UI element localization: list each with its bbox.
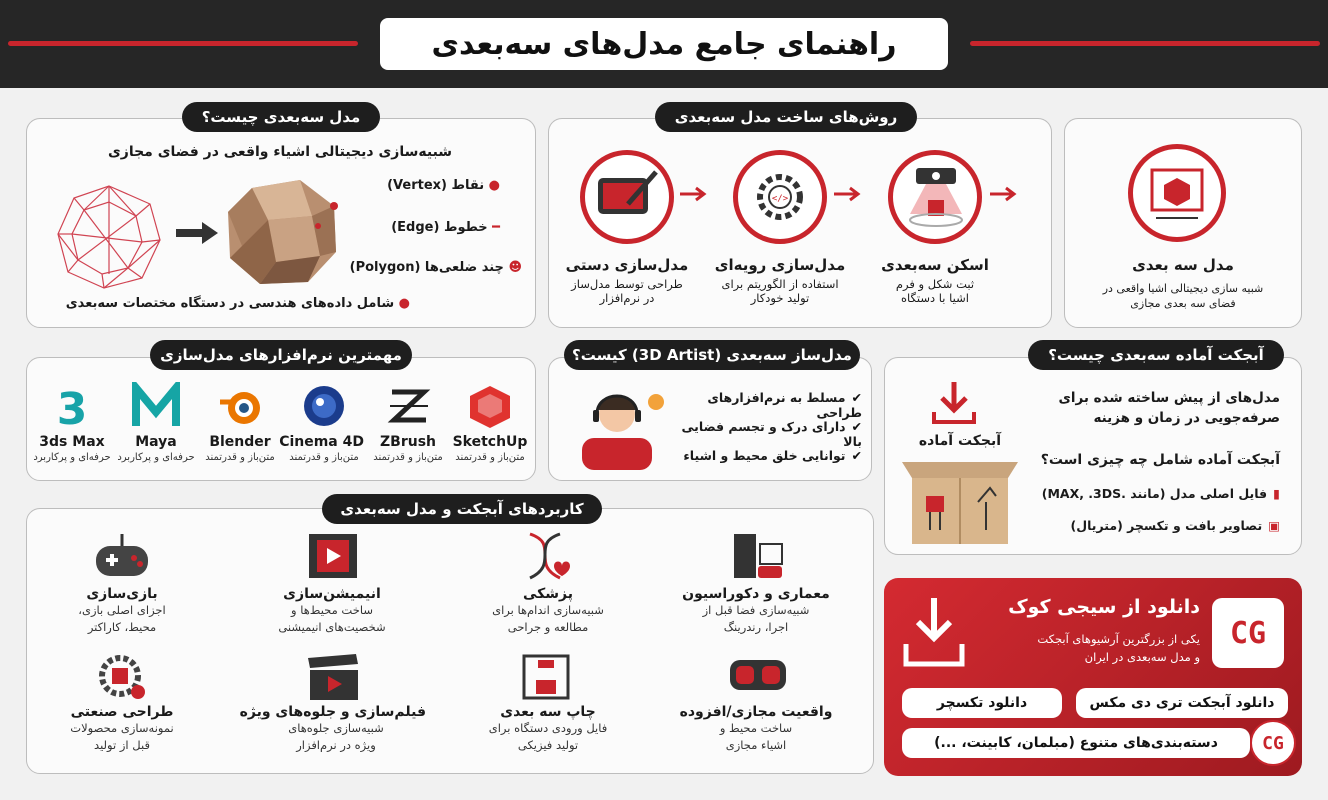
- ready-item-2: ▣تصاویر بافت و تکسچر (متریال): [1070, 518, 1280, 533]
- check-icon: ✔: [851, 390, 862, 405]
- promo-title: دانلود از سیجی کوک: [1008, 596, 1200, 618]
- method-manual-text: مدل‌سازی دستی طراحی توسط مدل‌ساز در نرم‌افزار: [565, 256, 689, 305]
- artist-item-1: ✔مسلط به نرم‌افزارهای طراحی: [707, 390, 862, 420]
- artist-pill: مدل‌ساز سه‌بعدی (3D Artist) کیست؟: [564, 340, 860, 370]
- method-arrow-3-icon: [990, 186, 1020, 202]
- edge-line-icon: ━: [492, 220, 500, 235]
- app-film: فیلم‌سازی و جلوه‌های ویژه شبیه‌سازی جلوه‌های ویژه در نرم‌افزار: [239, 704, 426, 752]
- apps-pill: کاربردهای آبجکت و مدل سه‌بعدی: [322, 494, 602, 524]
- method-scan-text: اسکن سه‌بعدی ثبت شکل و فرم اشیا با دستگاه: [881, 256, 989, 305]
- software-pill: مهمترین نرم‌افزارهای مدل‌سازی: [150, 340, 412, 370]
- download-arrow-icon: [930, 378, 978, 428]
- cgcook-badge-icon: CG: [1250, 720, 1296, 766]
- categories-button[interactable]: دسته‌بندی‌های متنوع (مبلمان، کابینت، ...): [902, 728, 1250, 758]
- ready-box-label: آبجکت آماده: [918, 433, 1002, 449]
- download-tray-icon: [902, 594, 966, 670]
- sketchup-icon: [466, 382, 514, 430]
- promo-desc: یکی از بزرگترین آرشیوهای آبجکت و مدل سه‌بعدی در ایران: [1037, 632, 1200, 664]
- edge-label: ━ خطوط (Edge): [391, 220, 500, 235]
- software-sketchup: SketchUp متن‌باز و قدرتمند: [450, 382, 530, 463]
- dna-icon: [520, 530, 576, 582]
- app-medical: پزشکی شبیه‌سازی اندام‌ها برای مطالعه و جراحی: [492, 586, 604, 634]
- polygon-label: ☻ چند ضلعی‌ها (Polygon): [349, 260, 522, 275]
- cube-frame-icon: [1146, 162, 1208, 224]
- app-architecture: معماری و دکوراسیون شبیه‌سازی فضا قبل از اجرا، رندرینگ: [682, 586, 830, 634]
- method-arrow-2-icon: [834, 186, 864, 202]
- page-title: راهنمای جامع مدل‌های سه‌بعدی: [380, 18, 948, 70]
- app-3d-printing: چاپ سه بعدی فایل ورودی دستگاه برای تولید فیزیکی: [488, 704, 608, 752]
- svg-text:</>: </>: [771, 194, 789, 204]
- check-icon: ✔: [851, 448, 862, 463]
- blender-icon: [216, 382, 264, 430]
- polyhedron-model-icon: [222, 176, 342, 288]
- app-gaming: بازی‌سازی اجزای اصلی بازی، محیط، کاراکتر: [78, 586, 166, 634]
- vertex-label: ● نقاط (Vertex): [387, 178, 500, 193]
- polygon-face-icon: ☻: [508, 260, 522, 275]
- image-icon: ▣: [1268, 518, 1280, 533]
- zbrush-icon: [384, 382, 432, 430]
- methods-pill: روش‌های ساخت مدل سه‌بعدی: [655, 102, 917, 132]
- artist-item-3: ✔توانایی خلق محیط و اشیاء: [683, 448, 862, 463]
- model-card-desc2: فضای سه بعدی مجازی: [1130, 297, 1236, 310]
- artist-item-2: ✔دارای درک و تجسم فضایی بالا: [681, 419, 862, 449]
- wireframe-sphere-icon: [54, 182, 164, 292]
- software-zbrush: ZBrush متن‌باز و قدرتمند: [368, 382, 448, 463]
- note-dot-icon: ●: [398, 296, 410, 311]
- software-3dsmax: 3 3ds Max حرفه‌ای و پرکاربرد: [33, 384, 111, 463]
- vr-headset-icon: [728, 652, 788, 698]
- header-divider-right: [970, 41, 1320, 46]
- ready-question: آبجکت آماده شامل چه چیزی است؟: [1040, 452, 1280, 468]
- open-box-icon: [900, 456, 1020, 546]
- model-card-desc1: شبیه سازی دیجیتالی اشیا واقعی در: [1102, 282, 1264, 295]
- check-icon: ✔: [851, 419, 862, 434]
- tablet-pen-icon: [596, 170, 660, 224]
- what-is-note: ● شامل داده‌های هندسی در دستگاه مختصات سه‌بعدی: [65, 296, 410, 311]
- ready-item-1: ▮فایل اصلی مدل (مانند .MAX, .3DS): [1041, 486, 1280, 501]
- gamepad-icon: [92, 530, 152, 582]
- what-is-pill: مدل سه‌بعدی چیست؟: [182, 102, 380, 132]
- building-icon: [730, 530, 786, 582]
- svg-text:3: 3: [56, 384, 88, 430]
- scanner-icon: [904, 166, 968, 228]
- download-3dmax-button[interactable]: دانلود آبجکت تری دی مکس: [1076, 688, 1288, 718]
- clapperboard-icon: [306, 652, 362, 702]
- what-is-subtitle: شبیه‌سازی دیجیتالی اشیاء واقعی در فضای مجازی: [107, 144, 453, 160]
- cinema4d-icon: [300, 382, 348, 430]
- software-blender: Blender متن‌باز و قدرتمند: [200, 382, 280, 463]
- method-arrow-1-icon: [680, 186, 710, 202]
- film-play-icon: [305, 530, 361, 582]
- software-cinema4d: Cinema 4D متن‌باز و قدرتمند: [284, 382, 364, 463]
- file-icon: ▮: [1273, 486, 1280, 501]
- ready-desc: مدل‌های از پیش ساخته شده برای صرفه‌جویی در زمان و هزینه: [1058, 390, 1280, 426]
- model-card-title: مدل سه بعدی: [1132, 256, 1234, 274]
- vertex-dot-icon: ●: [488, 178, 500, 193]
- method-procedural-text: مدل‌سازی رویه‌ای استفاده از الگوریتم برای تولید خودکار: [714, 256, 846, 305]
- arrow-right-icon: [176, 222, 218, 244]
- maya-icon: [132, 382, 180, 430]
- 3d-printer-icon: [520, 652, 572, 702]
- gears-code-icon: [748, 165, 812, 229]
- header-divider-left: [8, 41, 358, 46]
- software-maya: Maya حرفه‌ای و پرکاربرد: [116, 382, 196, 463]
- cgcook-logo: CG: [1212, 598, 1284, 668]
- app-animation: انیمیشن‌سازی ساخت محیط‌ها و شخصیت‌های انیمیشنی: [278, 586, 386, 634]
- download-texture-button[interactable]: دانلود تکسچر: [902, 688, 1062, 718]
- app-vr: واقعیت مجازی/افزوده ساخت محیط و اشیاء مجازی: [679, 704, 833, 752]
- header-bar: [0, 0, 1328, 88]
- app-industrial: طراحی صنعتی نمونه‌سازی محصولات قبل از تولید: [70, 704, 174, 752]
- gear-box-icon: [96, 652, 148, 702]
- ready-pill: آبجکت آماده سه‌بعدی چیست؟: [1028, 340, 1284, 370]
- 3dsmax-icon: [48, 382, 96, 430]
- artist-avatar-icon: [576, 380, 666, 472]
